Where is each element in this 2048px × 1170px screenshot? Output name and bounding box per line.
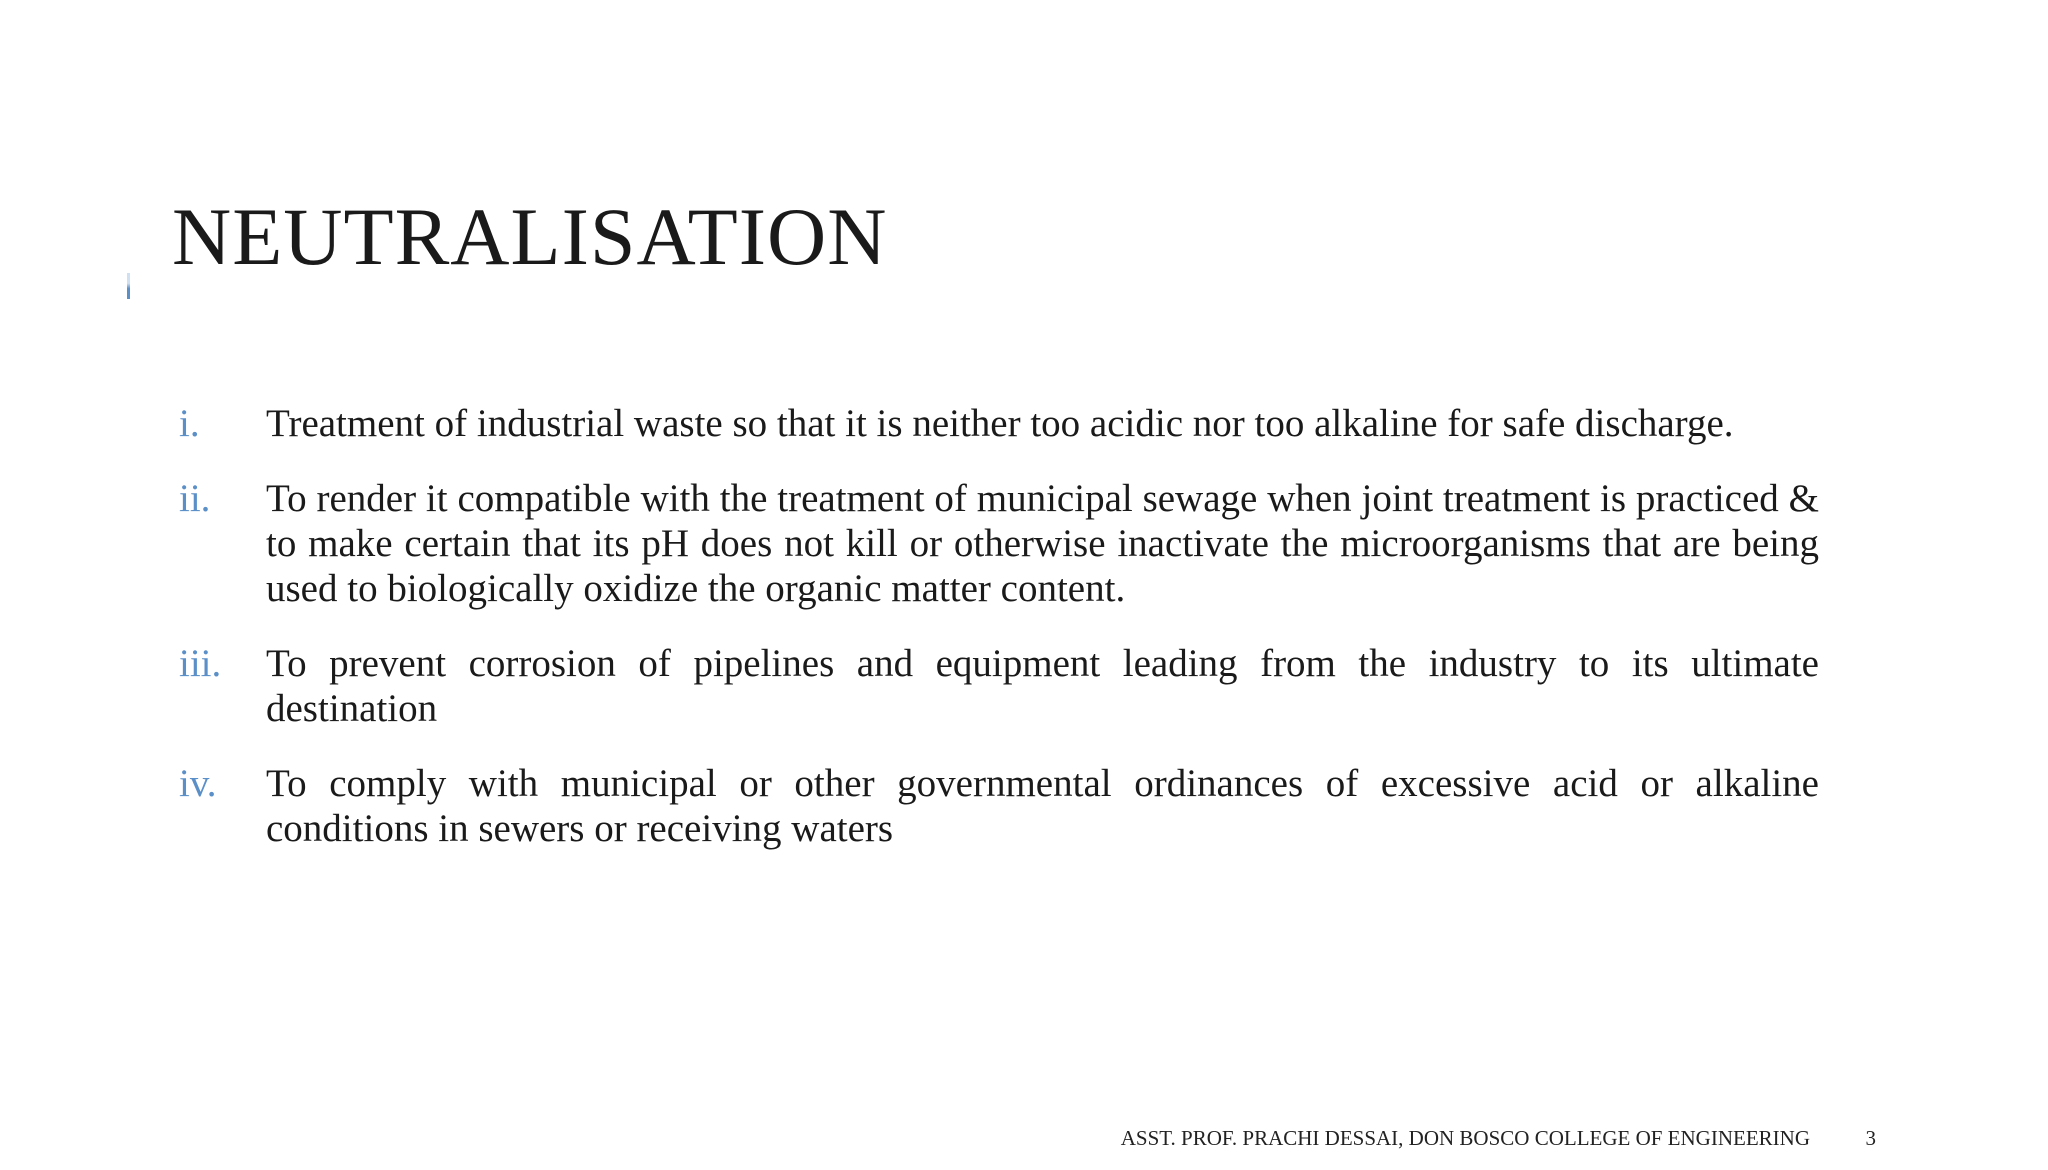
bullet-text: To render it compatible with the treatment of municipal sewage when joint treatment is practiced & to make certain that its pH does not kill or otherwise inactivate the microorganisms that are being used to biologically oxidize the organic matter content. — [266, 477, 1819, 610]
bullet-item — [179, 401, 1819, 446]
bullet-number: ii. — [179, 477, 211, 520]
bullet-item — [179, 761, 1819, 851]
title-accent-mark — [127, 273, 130, 299]
bullet-number: iii. — [179, 642, 222, 685]
bullet-list — [179, 401, 1819, 881]
slide-title: NEUTRALISATION — [172, 191, 888, 282]
bullet-text: Treatment of industrial waste so that it is neither too acidic nor too alkaline for safe discharge. — [266, 402, 1734, 445]
bullet-number: i. — [179, 402, 200, 445]
bullet-text: To prevent corrosion of pipelines and equipment leading from the industry to its ultimate destination — [266, 642, 1819, 730]
bullet-number: iv. — [179, 762, 217, 805]
page-number: 3 — [1865, 1126, 1876, 1150]
bullet-item — [179, 476, 1819, 611]
bullet-text: To comply with municipal or other governmental ordinances of excessive acid or alkaline conditions in sewers or receiving waters — [266, 762, 1819, 850]
footer-author: ASST. PROF. PRACHI DESSAI, DON BOSCO COLLEGE OF ENGINEERING — [1120, 1126, 1810, 1150]
bullet-item — [179, 641, 1819, 731]
